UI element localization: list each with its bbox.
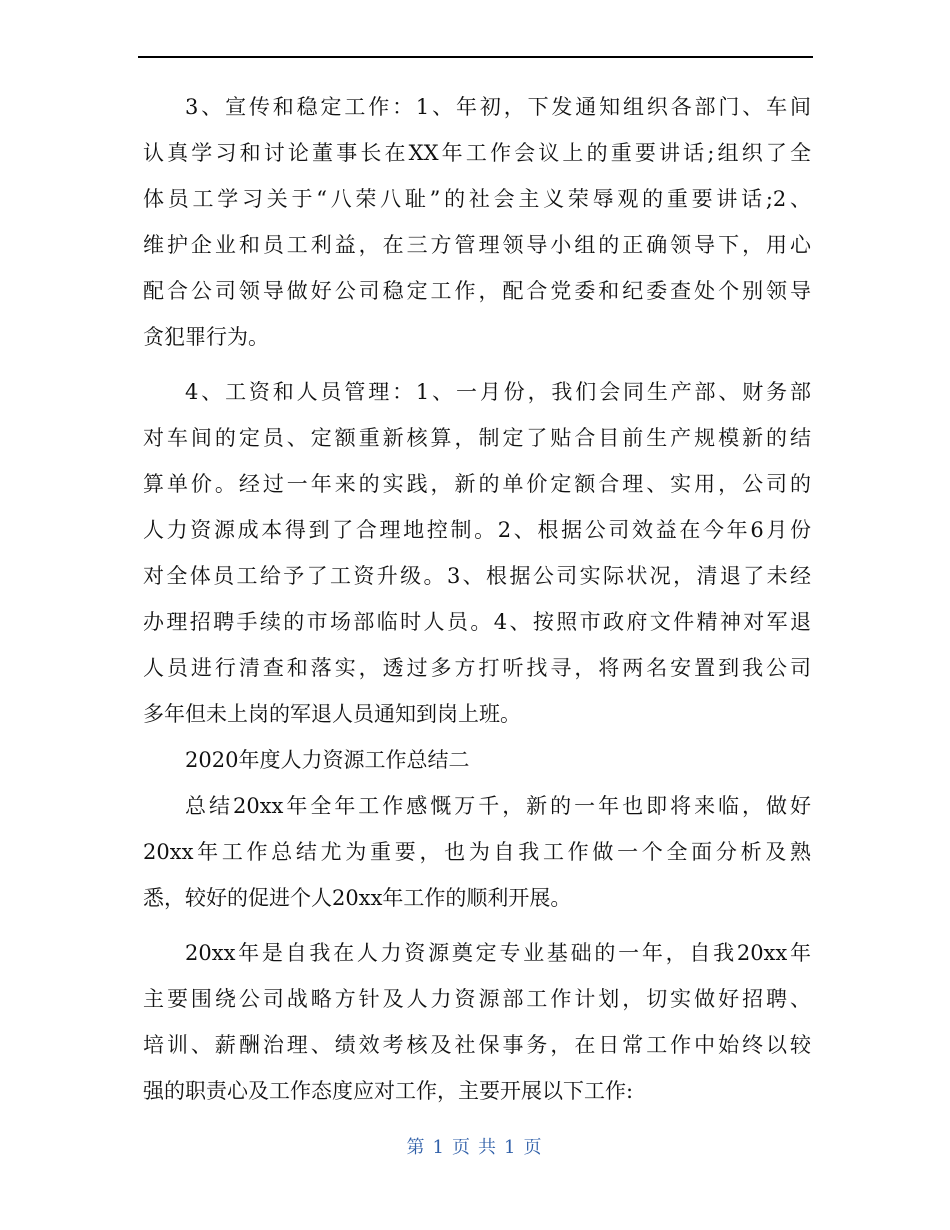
text-line: 对全体员工给予了工资升级。3、根据公司实际状况，清退了未经 [143, 564, 811, 588]
text-line: 主要围绕公司战略方针及人力资源部工作计划，切实做好招聘、 [143, 987, 811, 1011]
text-line: 认真学习和讨论董事长在XX年工作会议上的重要讲话;组织了全 [143, 141, 811, 165]
footer-total-number: 1 [504, 1137, 518, 1158]
text-line: 培训、薪酬治理、绩效考核及社保事务，在日常工作中始终以较 [143, 1033, 811, 1057]
text-line: 维护企业和员工利益，在三方管理领导小组的正确领导下，用心 [143, 233, 811, 257]
paragraph-publicity [143, 84, 811, 360]
footer-page-prefix: 第 [406, 1137, 427, 1158]
footer-page-unit: 页 [452, 1137, 472, 1158]
text-line: 多年但未上岗的军退人员通知到岗上班。 [143, 702, 521, 726]
text-line: 人力资源成本得到了合理地控制。2、根据公司效益在今年6月份 [143, 518, 811, 542]
section-heading [143, 737, 811, 783]
paragraph-year-overview [143, 930, 811, 1114]
text-line: 3、宣传和稳定工作：1、年初，下发通知组织各部门、车间 [185, 95, 811, 119]
document-body [143, 84, 811, 1114]
header-rule [138, 56, 813, 58]
footer-page-number: 1 [432, 1137, 446, 1158]
text-line: 人员进行清查和落实，透过多方打听找寻，将两名安置到我公司 [143, 656, 811, 680]
paragraph-summary-intro [143, 783, 811, 921]
text-line: 20xx年是自我在人力资源奠定专业基础的一年，自我20xx年 [185, 941, 811, 965]
text-line: 总结20xx年全年工作感慨万千，新的一年也即将来临，做好 [185, 794, 811, 818]
text-line: 配合公司领导做好公司稳定工作，配合党委和纪委查处个别领导 [143, 279, 811, 303]
text-line: 强的职责心及工作态度应对工作，主要开展以下工作: [143, 1079, 634, 1103]
paragraph-wages [143, 369, 811, 737]
text-line: 贪犯罪行为。 [143, 325, 269, 349]
text-line: 20xx年工作总结尤为重要，也为自我工作做一个全面分析及熟 [143, 840, 811, 864]
text-line: 算单价。经过一年来的实践，新的单价定额合理、实用，公司的 [143, 472, 811, 496]
text-line: 体员工学习关于“八荣八耻”的社会主义荣辱观的重要讲话;2、 [143, 187, 811, 211]
text-line: 悉，较好的促进个人20xx年工作的顺利开展。 [143, 886, 572, 910]
text-line: 对车间的定员、定额重新核算，制定了贴合目前生产规模新的结 [143, 426, 811, 450]
footer-total-unit: 页 [523, 1137, 544, 1158]
section-title: 2020年度人力资源工作总结二 [185, 748, 470, 772]
page-footer [0, 1133, 950, 1159]
text-line: 4、工资和人员管理：1、一月份，我们会同生产部、财务部 [185, 380, 811, 404]
footer-total-prefix: 共 [478, 1137, 498, 1158]
text-line: 办理招聘手续的市场部临时人员。4、按照市政府文件精神对军退 [143, 610, 811, 634]
